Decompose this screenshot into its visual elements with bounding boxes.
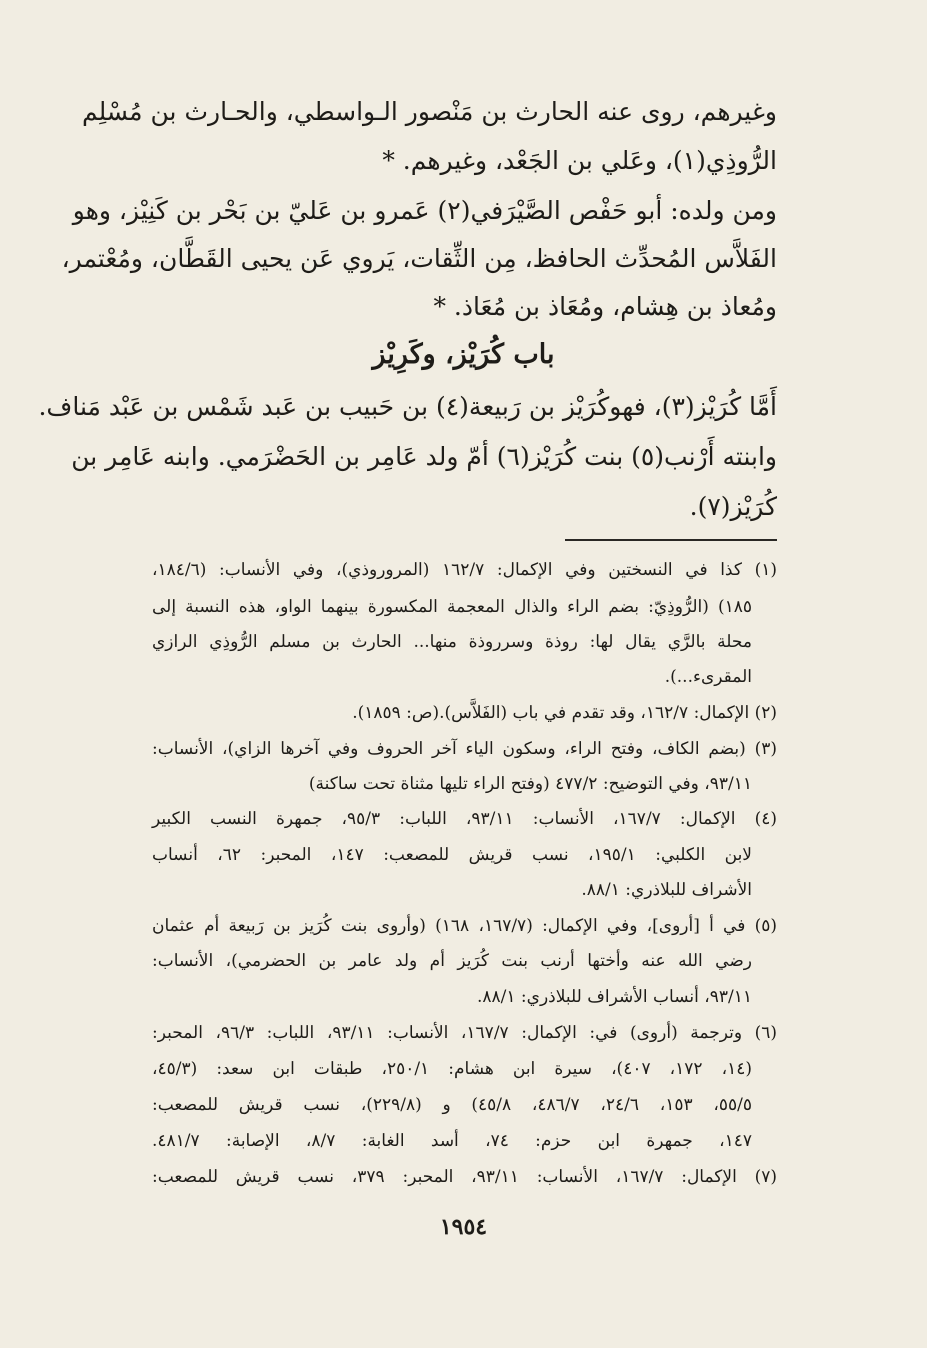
footnote-line: المقرىء...). [664,667,752,687]
footnote-line: لابن الكلبي: ١٩٥/١، نسب قريش للمصعب: ١٤٧، المحبر: ٦٢، أنساب [152,845,753,865]
footnote-line: (٦) وترجمة (أروى) في: الإكمال: ١٦٧/٧، الأنساب: ٩٣/١١، اللباب: ٩٦/٣، المحبر: [152,1023,778,1043]
body-line-4: الفَلاَّس المُحدِّث الحافظ، مِن الثِّقات، يَروي عَن يحيى القَطَّان، ومُعْتمر، [61,244,777,273]
body-line-8: كُرَيْز(٧). [689,492,777,521]
footnote-line: (١٤، ١٧٢، ٤٠٧)، سيرة ابن هشام: ٢٥٠/١، طبقات ابن سعد: (٤٥/٣، [152,1059,753,1079]
footnote-line: الأشراف للبلاذري: ٨٨/١. [581,880,752,900]
page-number: ١٩٥٤ [439,1214,488,1240]
footnote-line: (٣) (بضم الكاف، وفتح الراء، وسكون الياء آخر الحروف وفي آخرها الزاي)، الأنساب: [152,739,777,759]
footnote-line: ٩٣/١١، أنساب الأشراف للبلاذري: ٨٨/١. [477,987,752,1007]
footnote-line: (١) كذا في النسختين وفي الإكمال: ١٦٢/٧ (المروروذي)، وفي الأنساب: (١٨٤/٦، [152,560,777,580]
footnote-line: (٧) الإكمال: ١٦٧/٧، الأنساب: ٩٣/١١، المحبر: ٣٧٩، نسب قريش للمصعب: [152,1167,777,1187]
footnote-line: (٥) في أ [أروى]، وفي الإكمال: (١٦٧/٧، ١٦٨) (وأروى بنت كُرَيز بن رَبيعة أم عثمان [152,916,777,936]
footnote-line: ١٨٥) (الرُّوذِيّ: بضم الراء والذال المعجمة المكسورة بينهما الواو، هذه النسبة إلى [152,597,752,617]
footnote-separator [565,539,777,541]
footnote-line: (٤) الإكمال: ١٦٧/٧، الأنساب: ٩٣/١١، اللباب: ٩٥/٣، جمهرة النسب الكبير [152,809,777,829]
section-heading: باب كُرَيْز، وكَرِيْز [372,339,555,370]
footnote-line: ٩٣/١١، وفي التوضيح: ٤٧٧/٢ (وفتح الراء تليها مثناة تحت ساكنة) [308,774,752,794]
footnote-line: رضي الله عنه وأختها أرنب بنت كُرَيز أم ولد عامر بن الحضرمي)، الأنساب: [152,951,752,971]
body-line-2: الرُّوذِي(١)، وعَلي بن الجَعْد، وغيرهم. * [382,146,777,175]
body-line-3: ومن ولده: أبو حَفْص الصَّيْرَفي(٢) عَمرو بن عَليّ بن بَحْر بن كَنِيْز، وهو [72,196,777,225]
footnote-line: ١٤٧، جمهرة ابن حزم: ٧٤، أسد الغابة: ٨/٧، الإصابة: ٤٨١/٧. [152,1131,753,1151]
body-line-1: وغيرهم، روى عنه الحارث بن مَنْصور الـواسطي، والحـارث بن مُسْلِم [81,97,777,126]
body-line-6: أَمَّا كُرَيْز(٣)، فهوكُرَيْز بن رَبيعة(٤) بن حَبيب بن عَبد شَمْس بن عَبْد مَناف. [38,392,777,421]
footnote-line: (٢) الإكمال: ١٦٢/٧، وقد تقدم في باب (الفَلاَّس).(ص: ١٨٥٩). [352,703,777,723]
footnote-line: ٥٥/٥، ١٥٣، ٢٤/٦، ٤٨٦/٧، ٤٥/٨) و (٢٢٩/٨)، نسب قريش للمصعب: [152,1095,753,1115]
body-line-7: وابنته أَرْنب(٥) بنت كُرَيْز(٦) أمّ ولد عَامِر بن الحَضْرَمي. وابنه عَامِر بن [71,442,777,471]
footnote-line: محلة بالرَّي يقال لها: روذة وسرروذة منها... الحارث بن مسلم الرُّوذِي الرازي [152,632,752,652]
body-line-5: ومُعاذ بن هِشام، ومُعَاذ بن مُعَاذ. * [433,292,777,321]
